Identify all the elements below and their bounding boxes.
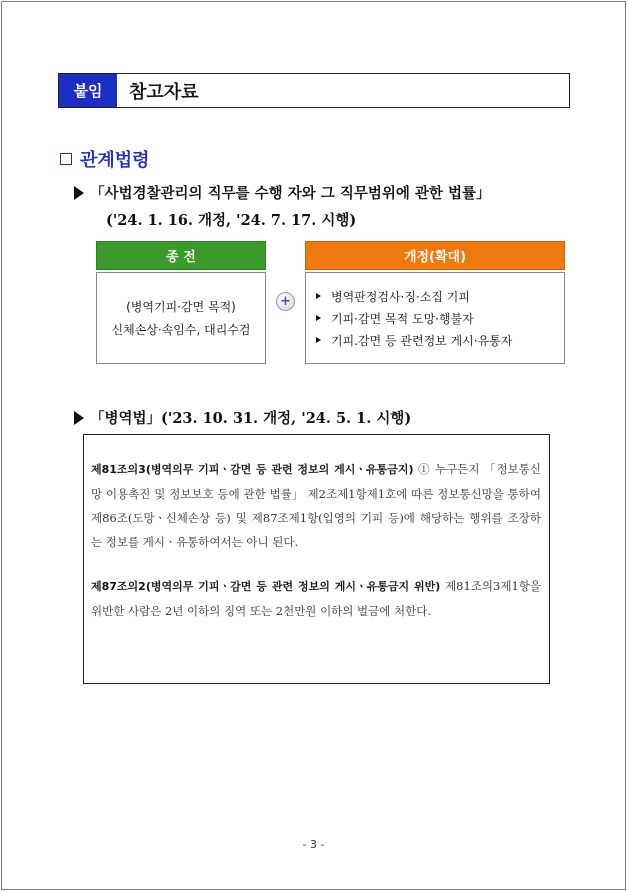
law1-dates: ('24. 1. 16. 개정, '24. 7. 17. 시행) [106, 212, 357, 229]
revised-item [316, 307, 564, 329]
arrow-bullet-icon [74, 411, 84, 425]
revised-item-text: 병역판정검사·징·소집 기피 [331, 289, 470, 304]
triangle-bullet-icon [316, 293, 321, 299]
revised-item-text: 기피.감면 등 관련정보 게시·유통자 [331, 333, 513, 348]
revised-item-text: 기피·감면 목적 도망·행불자 [331, 311, 474, 326]
title-box [58, 73, 570, 108]
plus-icon: + [276, 292, 295, 311]
previous-line: 신체손상·속임수, 대리수검 [111, 323, 251, 337]
arrow-bullet-icon [74, 186, 84, 200]
revised-item [316, 329, 564, 351]
section-heading [60, 146, 150, 172]
article-body: ① 누구든지 「정보통신망 이용촉진 및 정보보호 등에 관한 법률」 제2조제1항제1호에 따른 정보통신망을 통하여 제86조(도망ㆍ신체손상 등) 및 제87조제1항(입영의 기피 등)에 해당하는 행위를 조장하는 정보를 게시ㆍ유통하여서는 아니 된다. [91, 462, 541, 549]
article-heading: 제81조의3(병역의무 기피ㆍ감면 등 관련 정보의 게시ㆍ유통금지) [91, 463, 414, 476]
article-81-3 [91, 457, 541, 554]
square-bullet-icon [60, 153, 72, 165]
triangle-bullet-icon [316, 337, 321, 343]
article-body: 제81조의3제1항을 위반한 사람은 2년 이하의 징역 또는 2천만원 이하의 벌금에 처한다. [91, 579, 541, 618]
previous-line: (병역기피·감면 목적) [126, 300, 236, 314]
previous-box [96, 272, 266, 364]
section-heading-text: 관계법령 [80, 150, 150, 171]
page-number: - 3 - [302, 838, 325, 851]
law1-title-line [74, 182, 491, 203]
revised-box [305, 272, 565, 364]
page-title: 참고자료 [129, 81, 199, 103]
revised-item [316, 285, 564, 307]
article-heading: 제87조의2(병역의무 기피ㆍ감면 등 관련 정보의 게시ㆍ유통금지 위반) [91, 580, 441, 593]
law2-title: 「병역법」('23. 10. 31. 개정, '24. 5. 1. 시행) [90, 410, 412, 427]
law2-title-line [74, 407, 411, 428]
revised-header: 개정(확대) [305, 241, 565, 270]
appendix-tag: 붙임 [59, 74, 117, 107]
article-box [83, 434, 550, 684]
law1-title: 「사법경찰관리의 직무를 수행 자와 그 직무범위에 관한 법률」 [90, 185, 491, 202]
previous-header: 종 전 [96, 241, 266, 270]
triangle-bullet-icon [316, 315, 321, 321]
article-87-2 [91, 574, 541, 623]
